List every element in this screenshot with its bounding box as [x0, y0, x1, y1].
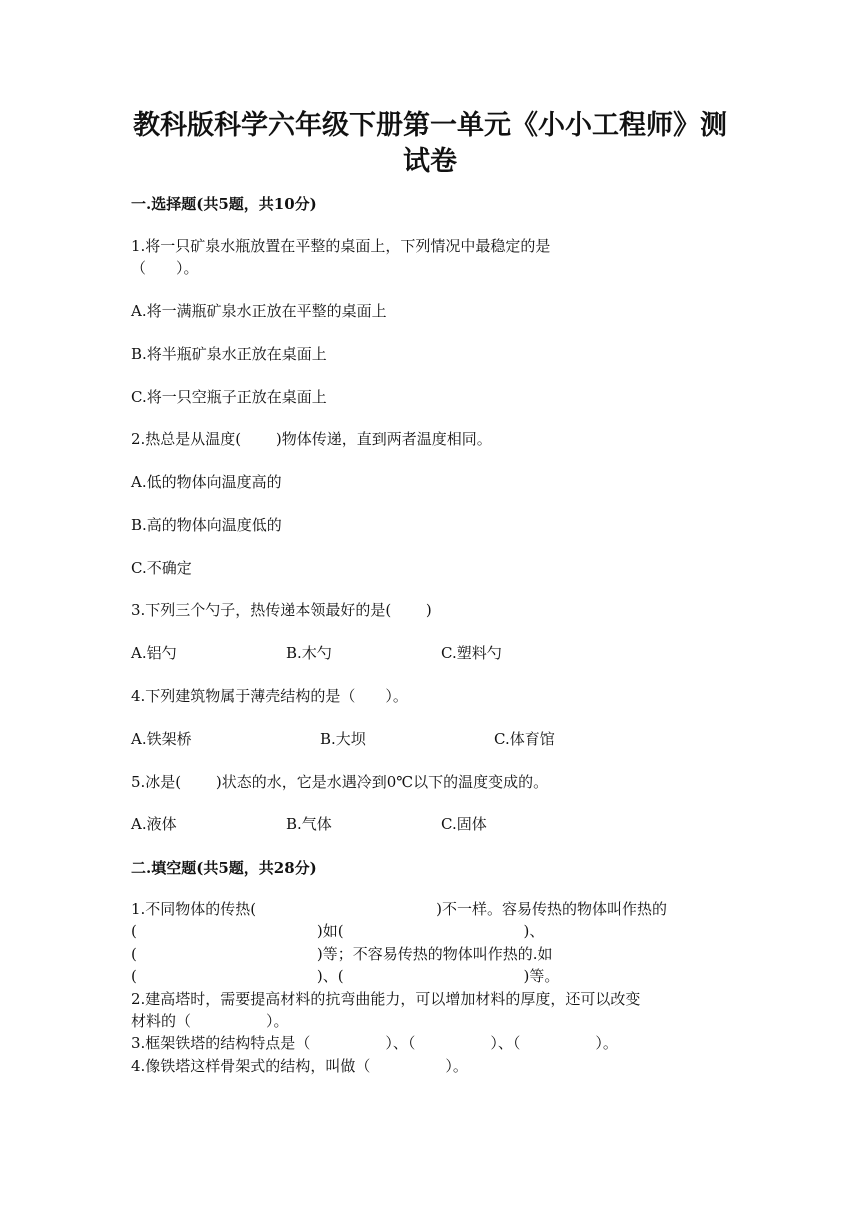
question-5-option-c: C.固体	[441, 815, 487, 833]
question-4-option-b: B.大坝	[320, 730, 366, 748]
question-3-stem: 3.下列三个勺子，热传递本领最好的是( )	[131, 601, 432, 619]
question-4-option-c: C.体育馆	[494, 730, 555, 748]
question-5-option-a: A.液体	[131, 815, 177, 833]
question-2-option-b: B.高的物体向温度低的	[131, 516, 282, 534]
section-heading-choice: 一.选择题(共5题，共10分)	[131, 195, 317, 213]
question-4-option-a: A.铁架桥	[131, 730, 192, 748]
fill-2-line2: 材料的（ ）。	[131, 1012, 289, 1030]
question-1-option-c: C.将一只空瓶子正放在桌面上	[131, 388, 327, 406]
question-2-option-c: C.不确定	[131, 559, 192, 577]
page-title-line2: 试卷	[403, 146, 457, 177]
question-3-option-a: A.铝勺	[131, 644, 177, 662]
fill-1-line4: ( )、( )等。	[131, 967, 560, 985]
section-heading-fill: 二.填空题(共5题，共28分)	[131, 859, 317, 877]
question-1-stem-line1: 1.将一只矿泉水瓶放置在平整的桌面上，下列情况中最稳定的是	[131, 237, 551, 255]
question-5-option-b: B.气体	[286, 815, 332, 833]
question-4-stem: 4.下列建筑物属于薄壳结构的是（ ）。	[131, 687, 408, 705]
fill-3: 3.框架铁塔的结构特点是（ ）、（ ）、（ ）。	[131, 1034, 618, 1052]
fill-4: 4.像铁塔这样骨架式的结构，叫做（ ）。	[131, 1057, 468, 1075]
page-title-line1: 教科版科学六年级下册第一单元《小小工程师》测	[133, 110, 727, 141]
question-3-option-b: B.木勺	[286, 644, 332, 662]
question-2-stem: 2.热总是从温度( )物体传递，直到两者温度相同。	[131, 430, 492, 448]
fill-1-line2: ( )如( )、	[131, 922, 545, 940]
question-3-option-c: C.塑料勺	[441, 644, 502, 662]
fill-1-line3: ( )等；不容易传热的物体叫作热的.如	[131, 945, 553, 963]
question-5-stem: 5.冰是( )状态的水，它是水遇冷到0℃以下的温度变成的。	[131, 773, 549, 791]
question-1-option-b: B.将半瓶矿泉水正放在桌面上	[131, 345, 327, 363]
fill-2-line1: 2.建高塔时，需要提高材料的抗弯曲能力，可以增加材料的厚度，还可以改变	[131, 990, 641, 1008]
fill-1-line1: 1.不同物体的传热( )不一样。容易传热的物体叫作热的	[131, 900, 668, 918]
question-2-option-a: A.低的物体向温度高的	[131, 473, 282, 491]
question-1-option-a: A.将一满瓶矿泉水正放在平整的桌面上	[131, 302, 387, 320]
question-1-stem-line2: （ ）。	[131, 259, 199, 277]
